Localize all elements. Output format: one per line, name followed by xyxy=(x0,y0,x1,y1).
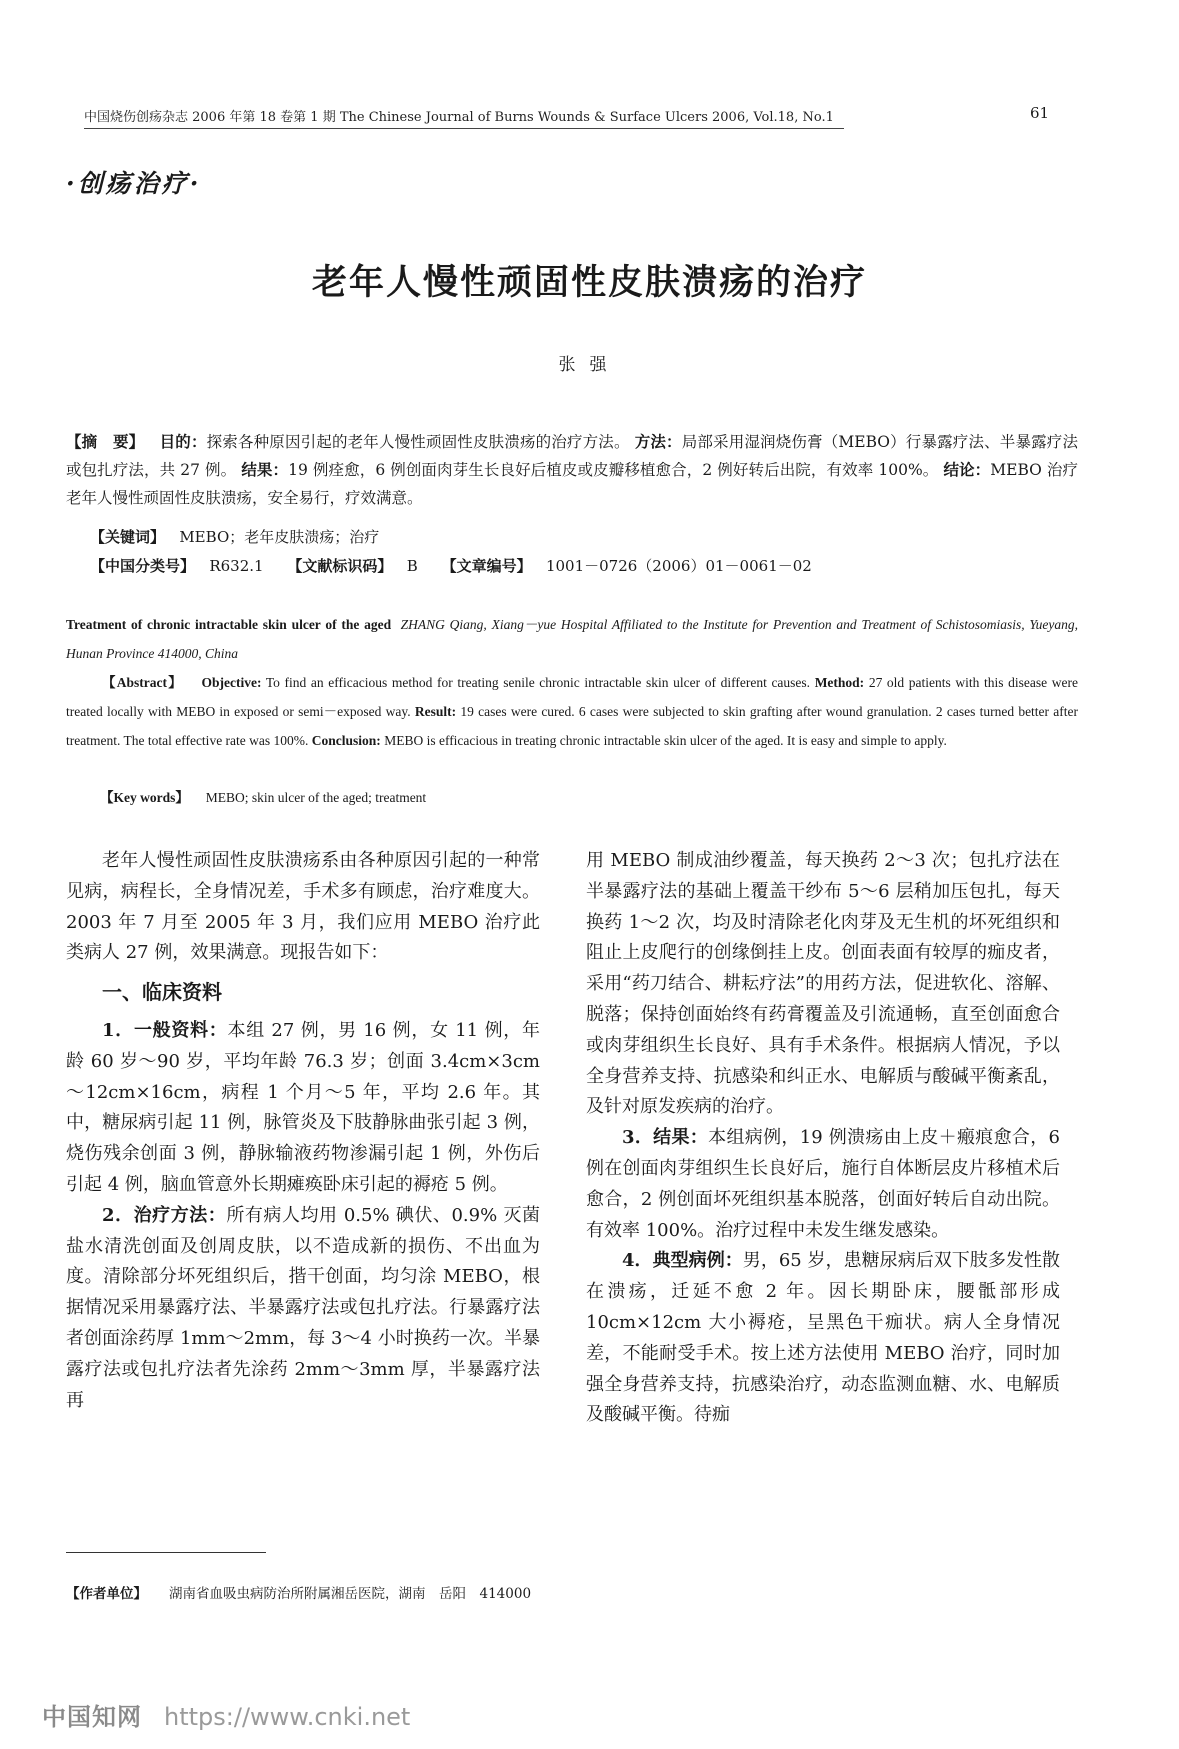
clc-label: 【中国分类号】 xyxy=(90,557,196,575)
english-keywords xyxy=(100,786,426,806)
conclusion-label: 结论： xyxy=(943,460,991,479)
english-keywords-label: 【Key words】 xyxy=(100,790,189,805)
general-data-label: 1．一般资料： xyxy=(102,1019,228,1041)
case-label: 4．典型病例： xyxy=(622,1250,743,1272)
article-number-value: 1001－0726（2006）01－0061－02 xyxy=(545,557,812,575)
treatment-text: 所有病人均用 0.5% 碘伏、0.9% 灭菌盐水清洗创面及创周皮肤，以不造成新的损伤、不出血为度。清除部分坏死组织后，揩干创面，均匀涂 MEBO，根据情况采用暴露疗法、半暴露疗法或包扎疗法。行暴露疗法者创面涂药厚 1mm～2mm，每 3～4 小时换药一次。半暴露疗法或包扎疗法者先涂药 2mm～3mm 厚，半暴露疗法再 xyxy=(66,1204,540,1411)
english-objective-label: Objective: xyxy=(201,675,262,690)
running-header: 中国烧伤创疡杂志 2006 年第 18 卷第 1 期 The Chinese Journal of Burns Wounds & Surface Ulcers 2006, Vol.18, No.1 xyxy=(84,110,834,125)
english-abstract-label: 【Abstract】 xyxy=(102,675,183,690)
english-title: Treatment of chronic intractable skin ulcer of the aged xyxy=(66,617,392,632)
author: 张强 xyxy=(558,355,621,375)
intro-paragraph: 老年人慢性顽固性皮肤溃疡系由各种原因引起的一种常见病，病程长，全身情况差，手术多有顾虑，治疗难度大。2003 年 7 月至 2005 年 3 月，我们应用 MEBO 治疗此类病人 27 例，效果满意。现报告如下： xyxy=(66,850,540,964)
section-heading: 一、临床资料 xyxy=(102,980,222,1005)
results-text: 本组病例，19 例溃疡由上皮＋瘢痕愈合，6 例在创面肉芽组织生长良好后，施行自体断层皮片移植术后愈合，2 例创面坏死组织基本脱落，创面好转后自动出院。有效率 100%。治疗过程中未发生继发感染。 xyxy=(586,1127,1061,1241)
english-abstract xyxy=(66,668,1078,755)
result-text: 19 例痊愈，6 例创面肉芽生长良好后植皮或皮瓣移植愈合，2 例好转后出院，有效率 100%。 xyxy=(288,461,939,479)
article-title: 老年人慢性顽固性皮肤溃疡的治疗 xyxy=(311,263,867,303)
cnki-watermark xyxy=(42,1697,410,1732)
english-objective-text: To find an efficacious method for treating senile chronic intractable skin ulcer of different causes. xyxy=(265,675,811,690)
clc-value: R632.1 xyxy=(209,557,264,575)
abstract-label: 【摘 要】 xyxy=(66,432,145,451)
english-title-block xyxy=(66,610,1078,668)
keywords-row xyxy=(90,526,379,547)
article-number-label: 【文章编号】 xyxy=(441,557,532,575)
general-data-text: 本组 27 例，男 16 例，女 11 例，年龄 60 岁～90 岁，平均年龄 76.3 岁；创面 3.4cm×3cm～12cm×16cm，病程 1 个月～5 年，平均 2.6 年。其中，糖尿病引起 11 例，脉管炎及下肢静脉曲张引起 3 例，烧伤残余创面 3 例，静脉输液药物渗漏引起 1 例，外伤后引起 4 例，脑血管意外长期瘫痪卧床引起的褥疮 5 例。 xyxy=(66,1019,540,1195)
english-keywords-value: MEBO; skin ulcer of the aged; treatment xyxy=(205,790,427,805)
english-conclusion-label: Conclusion: xyxy=(311,733,381,748)
method-label: 方法： xyxy=(634,432,682,451)
case-paragraph xyxy=(586,1246,1060,1431)
footnote-value: 湖南省血吸虫病防治所附属湘岳医院，湖南 岳阳 414000 xyxy=(169,1586,532,1602)
chinese-abstract xyxy=(66,428,1078,512)
english-affiliation: Xiang－yue Hospital Affiliated to the Institute for Prevention and Treatment of Schistosomiasis, Yueyang, Hunan Province 414000, China xyxy=(66,617,1079,661)
classification-row xyxy=(90,555,812,576)
keywords-label: 【关键词】 xyxy=(90,528,166,546)
body-column-right xyxy=(586,846,1060,1431)
english-author: ZHANG Qiang, xyxy=(400,617,487,632)
cnki-url[interactable]: https://www.cnki.net xyxy=(164,1703,411,1731)
method-text: 局部采用湿润烧伤膏（MEBO）行暴露疗法、半暴露疗法或包扎疗法，共 27 例。 xyxy=(66,433,1078,479)
english-method-text: 27 old patients with this disease were treated locally with MEBO in exposed or semi－exposed way. xyxy=(66,675,1079,719)
footnote-label: 【作者单位】 xyxy=(66,1586,147,1602)
result-label: 结果： xyxy=(241,460,289,479)
english-result-text: 19 cases were cured. 6 cases were subjected to skin grafting after wound granulation. 2 cases turned better after treatment. The total effective rate was 100%. xyxy=(66,704,1079,748)
results-paragraph xyxy=(586,1123,1060,1246)
section-tag: ·创疡治疗· xyxy=(66,169,202,198)
treatment-label: 2．治疗方法： xyxy=(102,1204,227,1226)
english-method-label: Method: xyxy=(814,675,865,690)
conclusion-text: MEBO 治疗老年人慢性顽固性皮肤溃疡，安全易行，疗效满意。 xyxy=(66,461,1078,507)
page-number: 61 xyxy=(1030,104,1050,122)
cnki-logo: 中国知网 xyxy=(42,1703,142,1731)
treatment-continued: 用 MEBO 制成油纱覆盖，每天换药 2～3 次；包扎疗法在半暴露疗法的基础上覆盖干纱布 5～6 层稍加压包扎，每天换药 1～2 次，均及时清除老化肉芽及无生机的坏死组织和阻止上皮爬行的创缘倒挂上皮。创面表面有较厚的痂皮者，采用“药刀结合、耕耘疗法”的用药方法，促进软化、溶解、脱落；保持创面始终有药膏覆盖及引流通畅，直至创面愈合或肉芽组织生长良好、具有手术条件。根据病人情况，予以全身营养支持、抗感染和纠正水、电解质与酸碱平衡紊乱，及针对原发疾病的治疗。 xyxy=(586,850,1060,1118)
english-result-label: Result: xyxy=(414,704,457,719)
author-affiliation-footnote xyxy=(66,1582,531,1602)
footnote-rule xyxy=(66,1552,266,1553)
general-data-paragraph xyxy=(66,1016,540,1201)
doc-code-value: B xyxy=(406,557,418,575)
treatment-paragraph xyxy=(66,1201,540,1417)
objective-text: 探索各种原因引起的老年人慢性顽固性皮肤溃疡的治疗方法。 xyxy=(206,433,630,451)
objective-label: 目的： xyxy=(159,432,207,451)
doc-code-label: 【文献标识码】 xyxy=(287,557,393,575)
english-conclusion-text: MEBO is efficacious in treating chronic intractable skin ulcer of the aged. It is easy and simple to apply. xyxy=(384,733,947,748)
body-column-left xyxy=(66,846,540,1416)
case-text: 男，65 岁，患糖尿病后双下肢多发性散在溃疡，迁延不愈 2 年。因长期卧床，腰骶部形成 10cm×12cm 大小褥疮，呈黑色干痂状。病人全身情况差，不能耐受手术。按上述方法使用 MEBO 治疗，同时加强全身营养支持，抗感染治疗，动态监测血糖、水、电解质及酸碱平衡。待痂 xyxy=(586,1250,1060,1426)
keywords-value: MEBO；老年皮肤溃疡；治疗 xyxy=(179,528,380,546)
header-rule xyxy=(84,128,844,129)
results-label: 3．结果： xyxy=(622,1127,709,1149)
